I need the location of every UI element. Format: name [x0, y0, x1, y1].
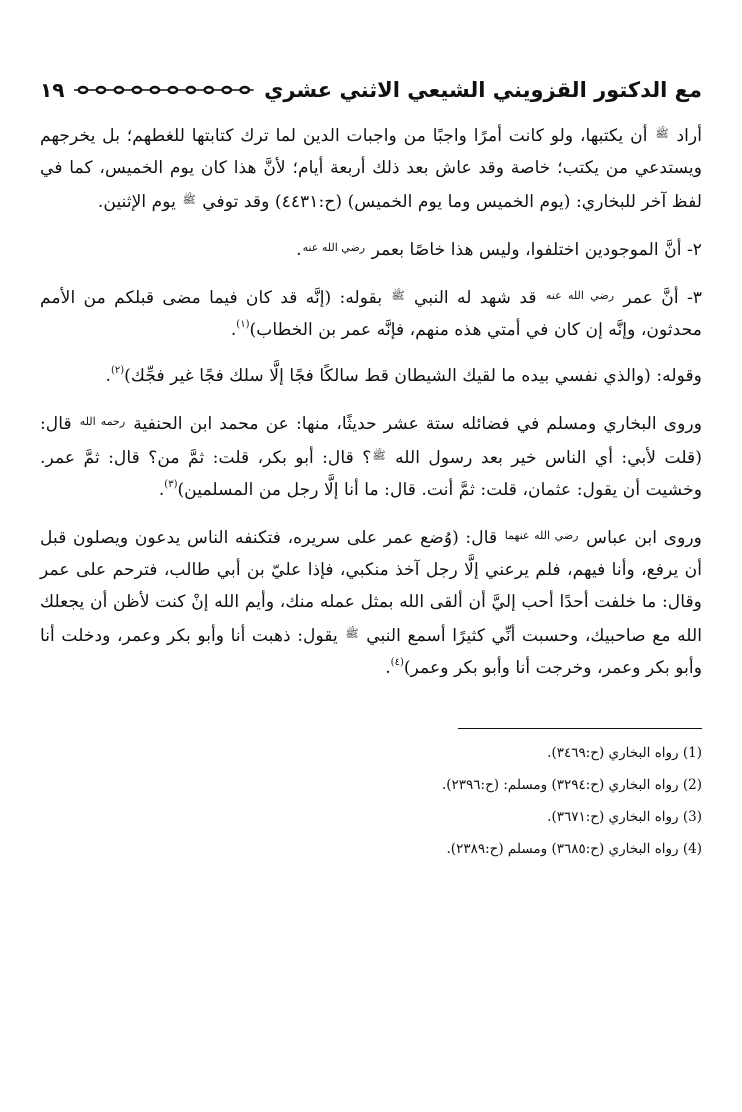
- header-title: مع الدكتور القزويني الشيعي الاثني عشري: [264, 78, 702, 102]
- text-run: وروى البخاري ومسلم في فضائله ستة عشر حديثًا، منها: عن محمد ابن الحنفية: [133, 414, 702, 434]
- honorific-salawat: ﷺ: [182, 193, 196, 206]
- text-run: .: [158, 480, 165, 500]
- paragraph-3: [40, 280, 702, 346]
- honorific-salawat: ﷺ: [372, 449, 386, 462]
- text-run: ٢- أنَّ الموجودين اختلفوا، وليس هذا خاصًا بعمر: [371, 240, 702, 260]
- honorific-radiallah: رضي الله عنهما: [504, 529, 579, 542]
- honorific-salawat: ﷺ: [391, 289, 405, 302]
- text-run: قد شهد له النبي: [414, 288, 537, 308]
- text-run: بقوله: (إنَّه قد كان فيما مضى قبلكم من الأمم محدثون، وإنَّه إن كان في أمتي هذه منهم، فإنَّه عمر بن الخطاب): [40, 288, 702, 340]
- paragraph-2: [40, 232, 702, 266]
- text-run: قال: (وُضع عمر على سريره، فتكنفه الناس يدعون ويصلون قبل أن يرفع، وأنا فيهم، فلم يرعني إلَّا رجل آخذ منكبي، فإذا عليّ بن أبي طالب، فترحم على عمر وقال: ما خلفت أحدًا أحب إليَّ أن ألقى الله بمثل عمله منك، وأيم الله إنْ كنت لأظن أن يجعلك الله مع صاحبيك، وحسبت أنِّي كثيرًا أسمع النبي: [40, 528, 702, 646]
- footnote-ref-1: (١): [236, 319, 250, 330]
- footnote-1: (1) رواه البخاري (ح:٣٤٦٩).: [547, 745, 702, 761]
- text-run: .: [105, 366, 111, 386]
- ornament-chain: [74, 84, 254, 96]
- text-run: .: [296, 240, 302, 260]
- ornament-divider-icon: [74, 84, 254, 96]
- main-text: [40, 118, 702, 684]
- footnote-ref-2: (٢): [110, 365, 125, 376]
- text-run: .: [230, 320, 237, 340]
- paragraph-5: [40, 406, 702, 506]
- paragraph-1: [40, 118, 702, 218]
- text-run: ٣- أنَّ عمر: [623, 288, 702, 308]
- running-header: [40, 70, 702, 110]
- honorific-radiallah: رضي الله عنه: [302, 241, 366, 254]
- footnote-ref-4: (٤): [390, 657, 404, 668]
- book-page: [40, 70, 702, 1092]
- honorific-salawat: ﷺ: [345, 627, 359, 640]
- honorific-radiallah: رضي الله عنه: [545, 289, 615, 302]
- paragraph-6: [40, 520, 702, 684]
- footnote-ref-3: (٣): [164, 479, 178, 490]
- footnotes: [40, 737, 702, 865]
- honorific-salawat: ﷺ: [655, 127, 669, 140]
- footnote-3: (3) رواه البخاري (ح:٣٦٧١).: [547, 809, 702, 825]
- text-run: ؟ قال: أبو بكر، قلت: ثمَّ من؟ قال: ثمَّ عمر. وخشيت أن يقول: عثمان، قلت: ثمَّ أنت. قال: ما أنا إلَّا رجل من المسلمين): [40, 448, 702, 500]
- text-run: يقول: ذهبت أنا وأبو بكر وعمر، ودخلت أنا وأبو بكر وعمر، وخرجت أنا وأبو بكر وعمر): [40, 626, 702, 678]
- footnote-4: (4) رواه البخاري (ح:٣٦٨٥) ومسلم (ح:٢٣٨٩).: [446, 841, 702, 857]
- text-run: أراد: [676, 126, 702, 146]
- footnote-2: (2) رواه البخاري (ح:٣٢٩٤) ومسلم: (ح:٢٣٩٦).: [441, 777, 702, 793]
- text-run: وقوله: (والذي نفسي بيده ما لقيك الشيطان قط سالكًا فجًا إلَّا سلك فجًا غير فجِّك): [124, 366, 702, 386]
- footnote-separator: [458, 728, 702, 729]
- text-run: أن يكتبها، ولو كانت أمرًا واجبًا من واجبات الدين لما ترك كتابتها للغطهم؛ بل يخرجهم ويستدعي من يكتب؛ خاصة وقد عاش بعد ذلك أربعة أيام؛ لأنَّ هذا كان يوم الخميس، كما في لفظ آخر للبخاري: (يوم الخميس وما يوم الخميس) (ح:٤٤٣١) وقد توفي: [40, 126, 702, 212]
- text-run: قال: (قلت لأبي: أي الناس خير بعد رسول الله: [40, 414, 702, 468]
- text-run: وروى ابن عباس: [586, 528, 702, 548]
- page-number: ١٩: [40, 78, 65, 102]
- text-run: .: [385, 658, 391, 678]
- text-run: يوم الإثنين.: [97, 192, 176, 212]
- paragraph-4: [40, 360, 702, 392]
- honorific-rahimahullah: رحمه الله: [79, 415, 126, 428]
